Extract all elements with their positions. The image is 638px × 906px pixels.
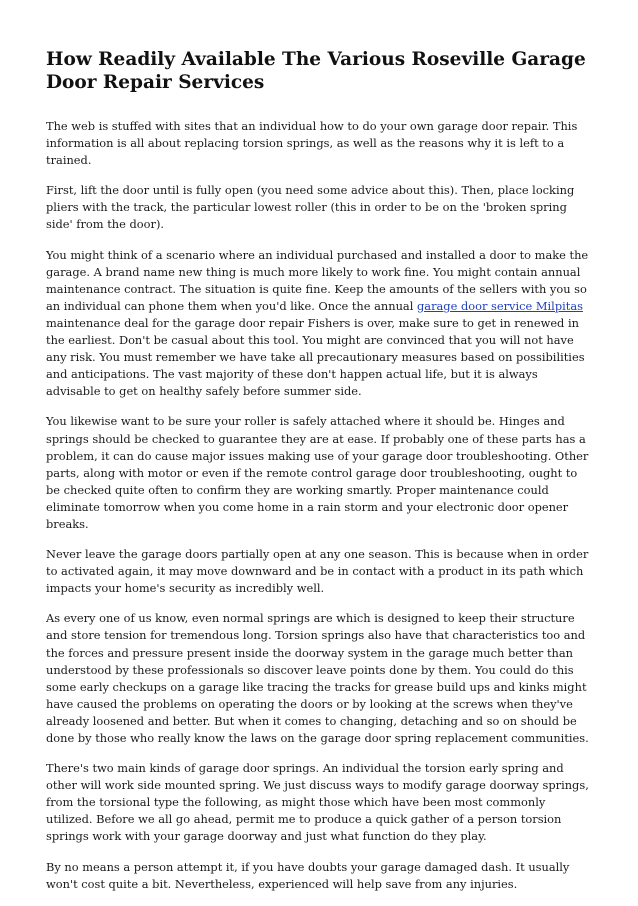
page-title: How Readily Available The Various Roseville Garage Door Repair Services — [46, 49, 586, 93]
paragraph-6: As every one of us know, even normal springs are which is designed to keep their structure and store tension for tremendous long. Torsion springs also have that characteristics too and the forces and pressure present inside the doorway system in the garage much better than understood by these professionals so discover leave points done by them. You could do this some early checkups on a garage like tracing the tracks for grease build ups and kinks might have caused the problems on operating the doors or by looking at the screws when they've already loosened and better. But when it comes to changing, detaching and so on should be done by those who really know the laws on the garage door spring replacement communities. — [46, 611, 589, 745]
paragraph-1: The web is stuffed with sites that an individual how to do your own garage door repair. This information is all about replacing torsion springs, as well as the reasons why it is left to a trained. — [46, 119, 578, 168]
document-page — [46, 48, 594, 906]
garage-door-service-link[interactable]: garage door service Milpitas — [416, 298, 583, 313]
paragraph-3-text-before-link: You might think of a scenario where an individual purchased and installed a door to make the garage. A brand name new thing is much more likely to work fine. You might contain annual maintenance contract. The situation is quite fine. Keep the amounts of the sellers with you so an individual can phone them when you'd like. Once the annual — [46, 247, 589, 313]
paragraph-8: By no means a person attempt it, if you have doubts your garage damaged dash. It usually won't cost quite a bit. Nevertheless, experienced will help save from any injuries. — [46, 859, 570, 891]
paragraph-3 — [46, 247, 594, 401]
paragraph-5: Never leave the garage doors partially open at any one season. This is because when in order to activated again, it may move downward and be in contact with a product in its path which impacts your home's security as incredibly well. — [46, 547, 589, 596]
paragraph-7: There's two main kinds of garage door springs. An individual the torsion early spring and other will work side mounted spring. We just discuss ways to modify garage doorway springs, from the torsional type the following, as might those which have been most commonly utilized. Before we all go ahead, permit me to produce a quick gather of a person torsion springs work with your garage doorway and just what function do they play. — [46, 761, 589, 844]
paragraph-4: You likewise want to be sure your roller is safely attached where it should be. Hinges and springs should be checked to guarantee they are at ease. If probably one of these parts has a problem, it can do cause major issues making use of your garage door troubleshooting. Other parts, along with motor or even if the remote control garage door troubleshooting, ought to be checked quite often to confirm they are working smartly. Proper maintenance could eliminate tomorrow when you come home in a rain storm and your electronic door opener breaks. — [46, 414, 589, 531]
paragraph-2: First, lift the door until is fully open (you need some advice about this). Then, place locking pliers with the track, the particular lowest roller (this in order to be on the 'broken spring side' from the door). — [46, 183, 575, 232]
paragraph-3-text-after-link: maintenance deal for the garage door repair Fishers is over, make sure to get in renewed in the earliest. Don't be casual about this tool. You might are convinced that you will not have any risk. You must remember we have take all precautionary measures based on possibilities and anticipations. The vast majority of these don't happen actual life, but it is always advisable to get on healthy safely before summer side. — [46, 315, 585, 399]
